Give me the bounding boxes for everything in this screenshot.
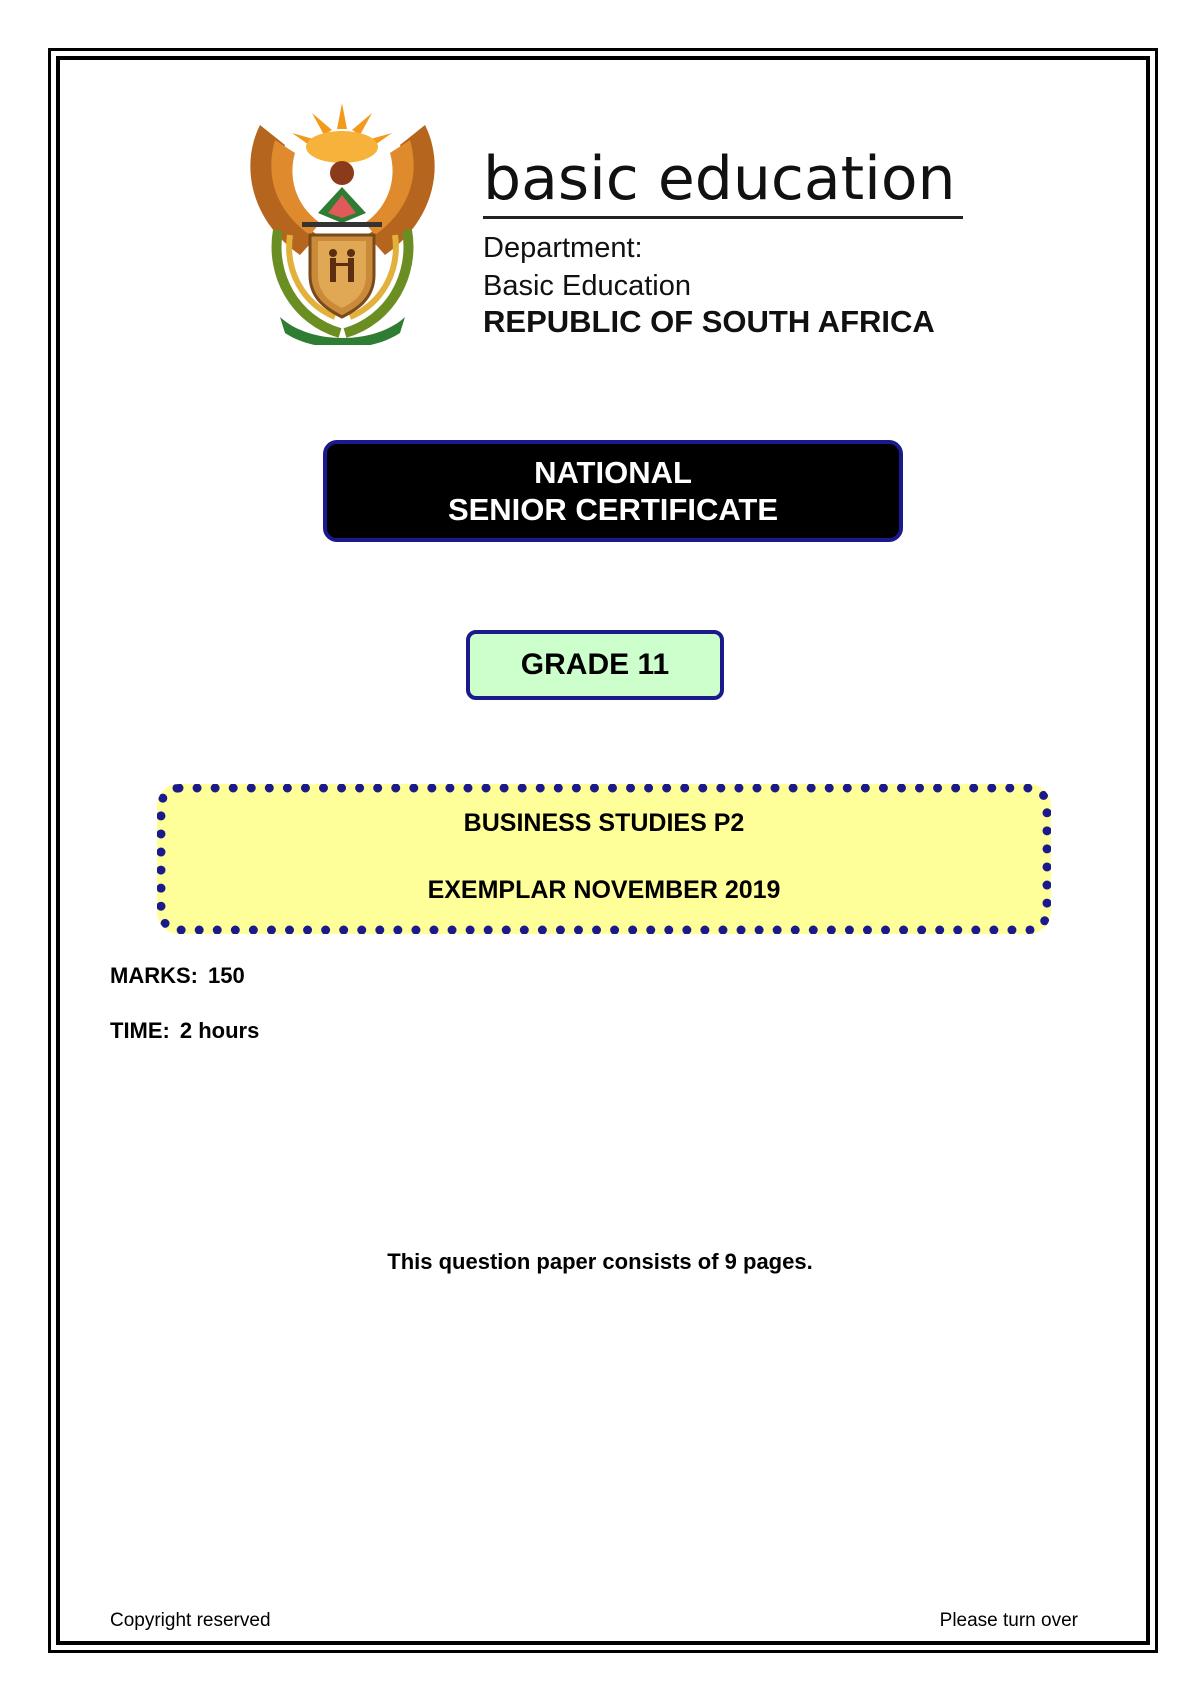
- subject-panel: [157, 784, 1051, 934]
- department-divider: [483, 216, 963, 219]
- time-row: [110, 1018, 259, 1044]
- department-label: Department:: [483, 232, 643, 264]
- footer-turn-over: Please turn over: [939, 1610, 1078, 1631]
- coat-of-arms-logo: [240, 95, 445, 345]
- exam-session: EXEMPLAR NOVEMBER 2019: [427, 876, 781, 904]
- department-brand: basic education: [483, 144, 956, 214]
- subject-title: BUSINESS STUDIES P2: [463, 809, 745, 837]
- department-name: Basic Education: [483, 270, 691, 302]
- certificate-banner: [323, 440, 903, 542]
- department-header: [483, 144, 963, 339]
- marks-label: MARKS:: [110, 963, 198, 988]
- time-label: TIME:: [110, 1018, 170, 1043]
- page-count-note: This question paper consists of 9 pages.: [387, 1249, 813, 1274]
- time-value: 2 hours: [179, 1018, 260, 1043]
- footer-copyright: Copyright reserved: [110, 1610, 271, 1631]
- certificate-line-1: NATIONAL: [534, 455, 692, 490]
- grade-badge: GRADE 11: [466, 630, 724, 700]
- marks-row: [110, 963, 245, 989]
- marks-value: 150: [208, 963, 245, 988]
- country-name: REPUBLIC OF SOUTH AFRICA: [483, 304, 935, 339]
- certificate-line-2: SENIOR CERTIFICATE: [447, 492, 779, 527]
